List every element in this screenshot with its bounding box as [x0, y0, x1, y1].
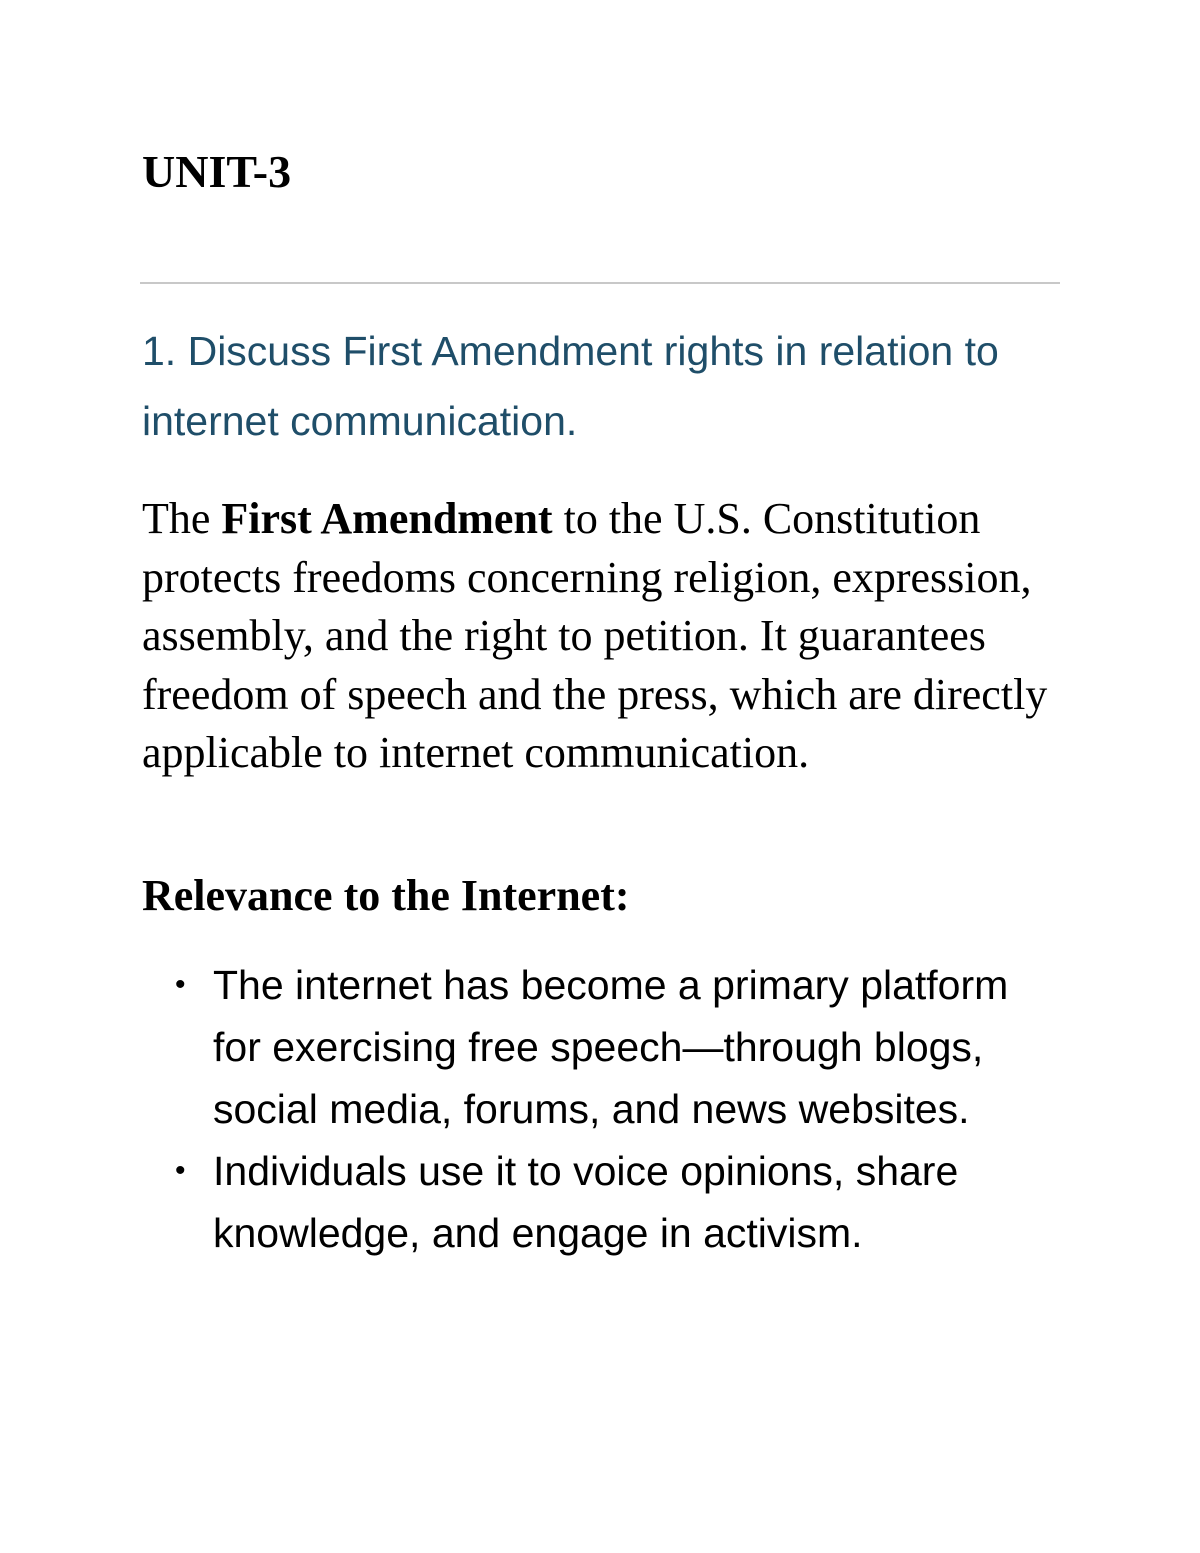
- bullet-icon: •: [175, 968, 186, 1001]
- unit-title: UNIT-3: [142, 146, 292, 197]
- bullet-list: [170, 954, 1040, 1264]
- bullet-icon: •: [175, 1154, 186, 1187]
- list-item: [170, 1140, 1040, 1264]
- intro-bold-term: First Amendment: [221, 494, 553, 543]
- intro-paragraph: [142, 490, 1062, 783]
- intro-lead-text: The: [142, 494, 222, 543]
- section-heading: Relevance to the Internet:: [142, 871, 630, 920]
- list-item: [170, 954, 1040, 1140]
- intro-rest-text: to the U.S. Constitution protects freedoms concerning religion, expression, assembly, and the right to petition. It guarantees freedom of speech and the press, which are directly applicable to internet communication.: [142, 494, 1048, 777]
- horizontal-divider: [140, 282, 1060, 284]
- question-heading: 1. Discuss First Amendment rights in relation to internet communication.: [142, 328, 999, 444]
- list-item-text: Individuals use it to voice opinions, share knowledge, and engage in activism.: [213, 1148, 959, 1256]
- list-item-text: The internet has become a primary platform for exercising free speech—through blogs, social media, forums, and news websites.: [213, 962, 1009, 1132]
